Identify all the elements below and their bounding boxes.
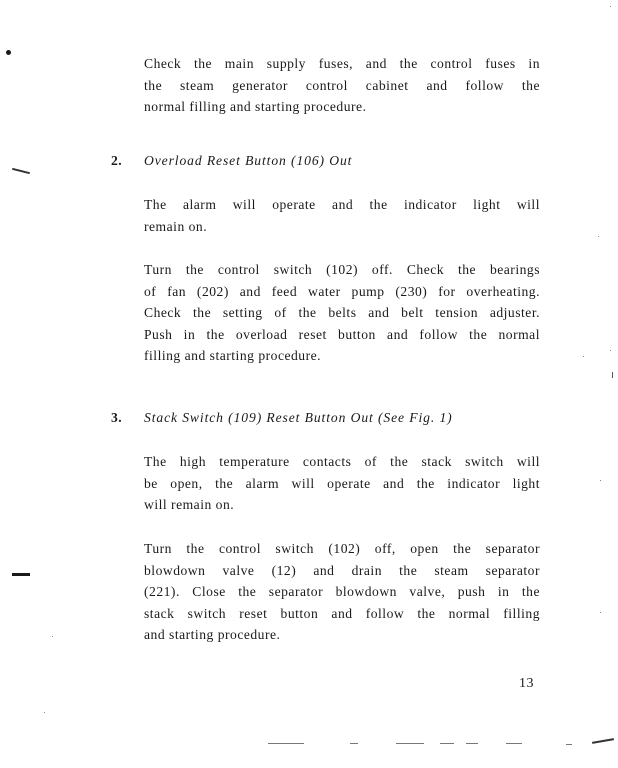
text-line: The high temperature contacts of the stack switch will: [144, 454, 540, 469]
scan-speck: [44, 712, 45, 713]
scan-mark: [12, 573, 30, 576]
item-2-number: 2.: [111, 153, 123, 168]
scan-speck: [598, 236, 599, 237]
scan-speck: [600, 480, 601, 481]
text-line: the steam generator control cabinet and follow the: [144, 77, 540, 93]
text-line: will remain on.: [144, 497, 235, 513]
text-line: normal filling and starting procedure.: [144, 99, 367, 115]
scan-dash: [506, 743, 522, 744]
scan-mark: [612, 372, 613, 378]
text-line: (221). Close the separator blowdown valve, push in the: [144, 584, 540, 600]
text-line: remain on.: [144, 218, 208, 234]
intro-paragraph: [144, 53, 540, 118]
item-2-heading: Overload Reset Button (106) Out: [144, 153, 353, 168]
text-line: The alarm will operate and the indicator light will: [144, 197, 540, 212]
item-2-paragraph-1: [144, 194, 540, 237]
scan-mark: [12, 168, 30, 174]
scan-speck: [600, 612, 601, 613]
scan-speck: [583, 356, 584, 357]
text-line: Turn the control switch (102) off. Check the bearings: [144, 262, 540, 277]
text-line: Turn the control switch (102) off, open the separator: [144, 541, 540, 556]
scan-speck: [610, 350, 611, 351]
scan-dash: [440, 743, 454, 744]
text-line: and starting procedure.: [144, 627, 281, 643]
item-3-heading: Stack Switch (109) Reset Button Out (See Fig. 1): [144, 410, 453, 425]
scan-dash: [466, 743, 478, 744]
scan-dash: [268, 743, 304, 744]
text-line: Push in the overload reset button and follow the normal: [144, 326, 540, 342]
text-line: blowdown valve (12) and drain the steam separator: [144, 562, 540, 578]
scan-speck: [610, 6, 611, 7]
scan-dash: [396, 743, 424, 744]
item-3-number: 3.: [111, 410, 123, 425]
text-line: stack switch reset button and follow the normal filling: [144, 605, 540, 621]
page-number: 13: [519, 676, 534, 691]
scan-dash: [350, 743, 358, 744]
item-3-paragraph-1: [144, 451, 540, 516]
scan-speck: [52, 636, 53, 637]
scan-dash: [566, 744, 572, 745]
text-line: filling and starting procedure.: [144, 348, 322, 364]
text-line: Check the setting of the belts and belt tension adjuster.: [144, 305, 540, 321]
item-2-paragraph-2: [144, 259, 540, 367]
scan-mark: [592, 738, 614, 744]
scan-speck: [6, 50, 11, 55]
text-line: of fan (202) and feed water pump (230) for overheating.: [144, 283, 540, 299]
item-3-paragraph-2: [144, 538, 540, 646]
text-line: Check the main supply fuses, and the control fuses in: [144, 56, 540, 71]
text-line: be open, the alarm will operate and the indicator light: [144, 475, 540, 491]
